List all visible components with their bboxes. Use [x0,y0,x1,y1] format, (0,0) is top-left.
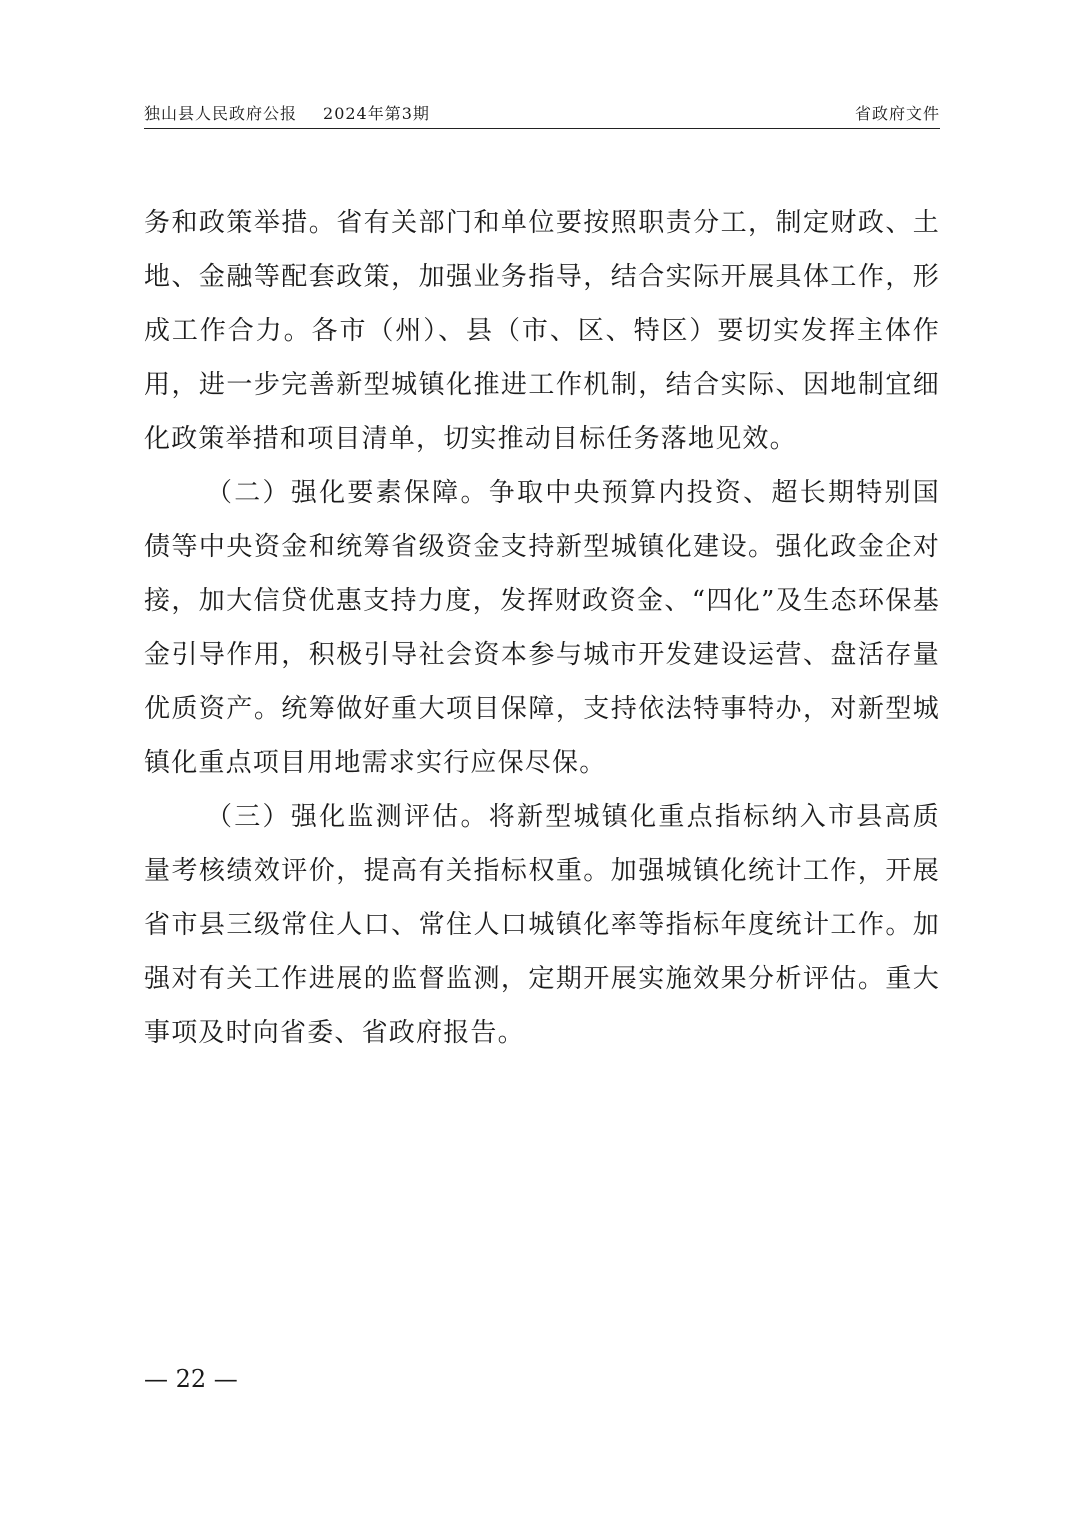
issue-number: 2024年第3期 [323,104,430,123]
running-header [144,104,940,129]
paragraph-element-guarantee: （二）强化要素保障。争取中央预算内投资、超长期特别国债等中央资金和统筹省级资金支持新型城镇化建设。强化政金企对接，加大信贷优惠支持力度，发挥财政资金、“四化”及生态环保基金引导作用，积极引导社会资本参与城市开发建设运营、盘活存量优质资产。统筹做好重大项目保障，支持依法特事特办，对新型城镇化重点项目用地需求实行应保尽保。 [144,478,940,778]
publication-title: 独山县人民政府公报 [144,104,298,123]
paragraph-continuation: 务和政策举措。省有关部门和单位要按照职责分工，制定财政、土地、金融等配套政策，加强业务指导，结合实际开展具体工作，形成工作合力。各市（州）、县（市、区、特区）要切实发挥主体作用，进一步完善新型城镇化推进工作机制，结合实际、因地制宜细化政策举措和项目清单，切实推动目标任务落地见效。 [144,208,940,454]
document-body [144,196,940,1060]
paragraph-monitoring-evaluation: （三）强化监测评估。将新型城镇化重点指标纳入市县高质量考核绩效评价，提高有关指标权重。加强城镇化统计工作，开展省市县三级常住人口、常住人口城镇化率等指标年度统计工作。加强对有关工作进展的监督监测，定期开展实施效果分析评估。重大事项及时向省委、省政府报告。 [144,802,940,1048]
section-title: 省政府文件 [854,104,940,123]
page-number: — 22 — [144,1365,238,1393]
header-left [144,104,430,124]
